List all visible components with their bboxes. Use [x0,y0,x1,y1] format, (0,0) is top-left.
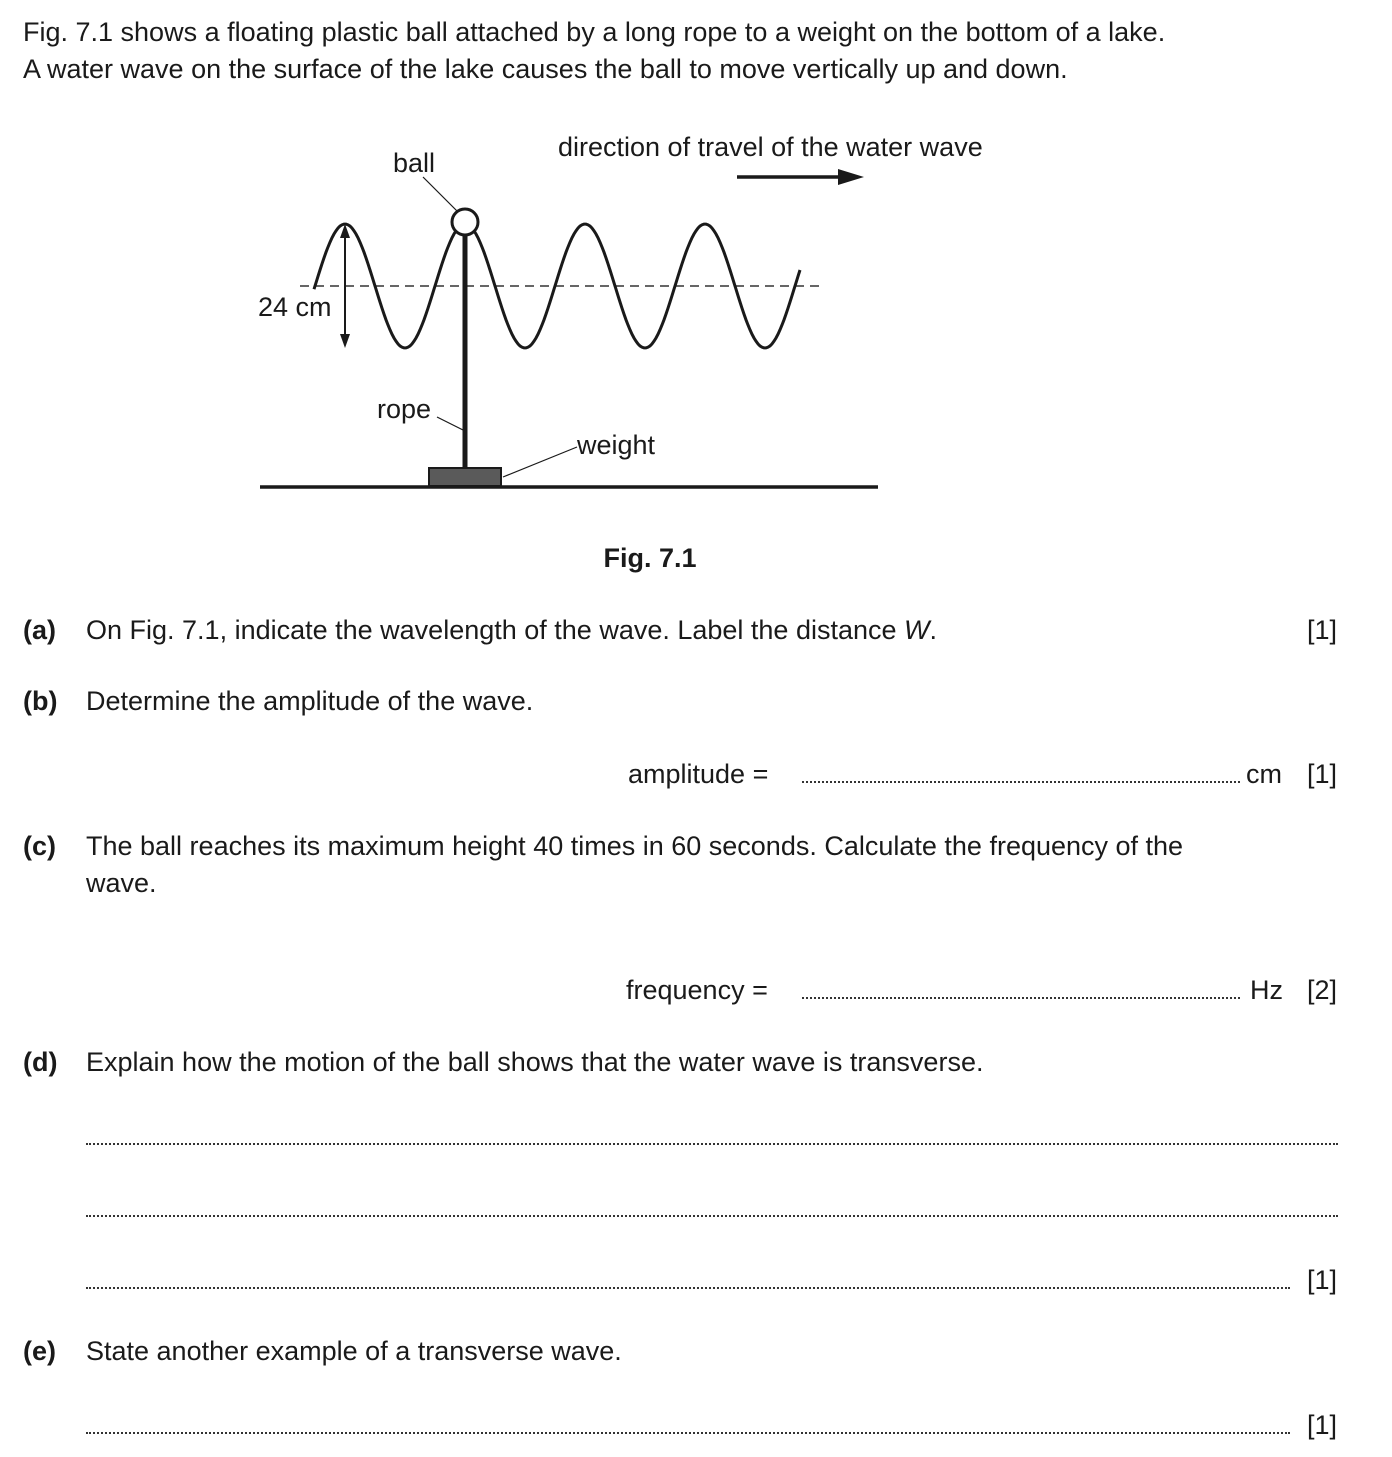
amplitude-answer-prefix: amplitude = [628,759,769,789]
ball-leader-line [423,177,458,212]
part-d-answer-line-2[interactable] [86,1215,1338,1217]
direction-arrow-head [838,169,864,185]
frequency-answer-line[interactable] [802,997,1240,999]
part-d-answer-line-1[interactable] [86,1143,1338,1145]
part-c-line-1: The ball reaches its maximum height 40 times in 60 seconds. Calculate the frequency of the [86,831,1184,861]
part-b-label: (b) [23,686,58,716]
amplitude-answer-line[interactable] [802,781,1240,783]
part-a-question [86,612,937,649]
part-a-text-before: On Fig. 7.1, indicate the wavelength of the wave. Label the distance [86,615,905,645]
part-c-mark: [2] [1306,975,1337,1005]
frequency-unit: Hz [1250,975,1283,1005]
part-e-answer-line[interactable] [86,1432,1290,1434]
intro-line-2: A water wave on the surface of the lake causes the ball to move vertically up and down. [23,54,1068,84]
part-d-label: (d) [23,1047,58,1077]
part-d-question: Explain how the motion of the ball shows that the water wave is transverse. [86,1047,984,1077]
label-direction: direction of travel of the water wave [558,132,983,162]
part-d-answer-line-3[interactable] [86,1287,1290,1289]
weight-block [429,468,501,486]
part-b-question: Determine the amplitude of the wave. [86,686,534,716]
part-a-mark: [1] [1306,615,1337,645]
part-e-question: State another example of a transverse wave. [86,1336,622,1366]
part-b-mark: [1] [1306,759,1337,789]
part-a-label: (a) [23,615,56,645]
part-a-text-italic: W [904,615,930,645]
part-c-label: (c) [23,831,56,861]
label-ball: ball [393,148,436,178]
arrow-down-head [340,334,350,348]
part-e-mark: [1] [1306,1410,1337,1440]
amplitude-unit: cm [1246,759,1282,789]
intro-line-1: Fig. 7.1 shows a floating plastic ball attached by a long rope to a weight on the bottom of a lake. [23,17,1166,47]
part-e-label: (e) [23,1336,56,1366]
part-d-mark: [1] [1306,1265,1337,1295]
label-weight: weight [577,430,656,460]
wave-diagram [0,0,1392,540]
ball [452,209,478,235]
part-a-text-after: . [929,615,938,645]
part-c-line-2: wave. [86,868,157,898]
frequency-answer-prefix: frequency = [626,975,768,1005]
weight-leader-line [503,447,577,477]
figure-caption: Fig. 7.1 [603,543,697,573]
rope-leader-line [437,417,463,430]
label-24cm: 24 cm [258,292,332,322]
label-rope: rope [377,394,432,424]
